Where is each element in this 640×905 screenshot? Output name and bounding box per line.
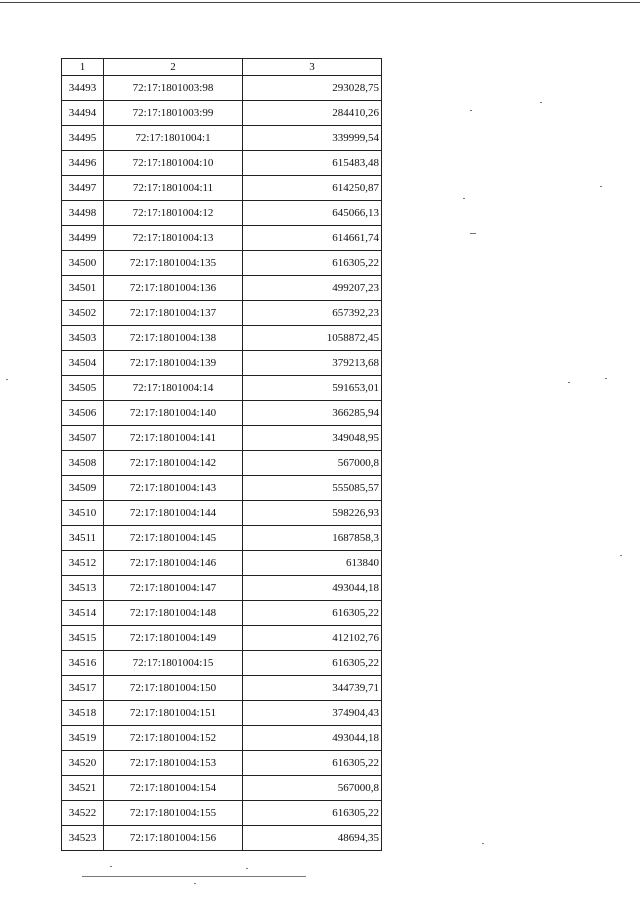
- table-row: [62, 401, 382, 426]
- table-row: [62, 826, 382, 851]
- table-row: [62, 626, 382, 651]
- cadastral-number-cell: 72:17:1801004:148: [104, 601, 243, 626]
- row-number-cell: 34495: [62, 126, 104, 151]
- row-number-cell: 34502: [62, 301, 104, 326]
- table-row: [62, 151, 382, 176]
- cadastral-number-cell: 72:17:1801004:144: [104, 501, 243, 526]
- cadastral-number-cell: 72:17:1801004:141: [104, 426, 243, 451]
- cadastral-number-cell: 72:17:1801004:139: [104, 351, 243, 376]
- column-header-value: 3: [243, 59, 382, 76]
- cadastral-value-cell: 591653,01: [243, 376, 382, 401]
- row-number-cell: 34493: [62, 76, 104, 101]
- row-number-cell: 34513: [62, 576, 104, 601]
- row-number-cell: 34521: [62, 776, 104, 801]
- table-row: [62, 801, 382, 826]
- table-row: [62, 551, 382, 576]
- row-number-cell: 34499: [62, 226, 104, 251]
- table-row: [62, 476, 382, 501]
- top-scan-edge: [0, 2, 640, 3]
- cadastral-value-cell: 1058872,45: [243, 326, 382, 351]
- table-row: [62, 526, 382, 551]
- cadastral-number-cell: 72:17:1801004:135: [104, 251, 243, 276]
- cadastral-number-cell: 72:17:1801004:11: [104, 176, 243, 201]
- row-number-cell: 34500: [62, 251, 104, 276]
- cadastral-value-table: [61, 58, 382, 851]
- scan-speck: [620, 555, 622, 556]
- cadastral-value-cell: 598226,93: [243, 501, 382, 526]
- row-number-cell: 34505: [62, 376, 104, 401]
- cadastral-number-cell: 72:17:1801004:143: [104, 476, 243, 501]
- cadastral-value-cell: 567000,8: [243, 451, 382, 476]
- cadastral-value-cell: 349048,95: [243, 426, 382, 451]
- row-number-cell: 34515: [62, 626, 104, 651]
- scan-speck: [600, 186, 602, 187]
- table-row: [62, 601, 382, 626]
- row-number-cell: 34507: [62, 426, 104, 451]
- cadastral-number-cell: 72:17:1801004:155: [104, 801, 243, 826]
- scan-speck: [568, 382, 570, 383]
- table-row: [62, 726, 382, 751]
- scan-speck: [605, 378, 607, 379]
- cadastral-value-cell: 374904,43: [243, 701, 382, 726]
- cadastral-number-cell: 72:17:1801004:10: [104, 151, 243, 176]
- table-row: [62, 101, 382, 126]
- row-number-cell: 34511: [62, 526, 104, 551]
- cadastral-value-cell: 293028,75: [243, 76, 382, 101]
- table-row: [62, 126, 382, 151]
- cadastral-value-cell: 616305,22: [243, 251, 382, 276]
- row-number-cell: 34514: [62, 601, 104, 626]
- row-number-cell: 34496: [62, 151, 104, 176]
- cadastral-value-cell: 613840: [243, 551, 382, 576]
- cadastral-value-cell: 379213,68: [243, 351, 382, 376]
- cadastral-number-cell: 72:17:1801004:136: [104, 276, 243, 301]
- row-number-cell: 34517: [62, 676, 104, 701]
- table-row: [62, 776, 382, 801]
- scan-speck: [470, 110, 472, 111]
- cadastral-number-cell: 72:17:1801004:15: [104, 651, 243, 676]
- table-row: [62, 201, 382, 226]
- cadastral-number-cell: 72:17:1801004:140: [104, 401, 243, 426]
- cadastral-number-cell: 72:17:1801004:14: [104, 376, 243, 401]
- cadastral-value-cell: 615483,48: [243, 151, 382, 176]
- table-row: [62, 301, 382, 326]
- cadastral-value-cell: 657392,23: [243, 301, 382, 326]
- scan-speck: [463, 198, 465, 199]
- row-number-cell: 34519: [62, 726, 104, 751]
- cadastral-number-cell: 72:17:1801004:13: [104, 226, 243, 251]
- scan-speck: [470, 233, 476, 234]
- cadastral-value-cell: 614661,74: [243, 226, 382, 251]
- cadastral-value-cell: 499207,23: [243, 276, 382, 301]
- cadastral-number-cell: 72:17:1801003:99: [104, 101, 243, 126]
- table-row: [62, 751, 382, 776]
- cadastral-value-cell: 616305,22: [243, 651, 382, 676]
- table-row: [62, 576, 382, 601]
- cadastral-number-cell: 72:17:1801004:142: [104, 451, 243, 476]
- cadastral-value-cell: 614250,87: [243, 176, 382, 201]
- scan-speck: [540, 102, 542, 103]
- table-row: [62, 501, 382, 526]
- cadastral-number-cell: 72:17:1801004:149: [104, 626, 243, 651]
- bottom-rule: [82, 876, 306, 877]
- cadastral-number-cell: 72:17:1801004:154: [104, 776, 243, 801]
- cadastral-number-cell: 72:17:1801004:152: [104, 726, 243, 751]
- cadastral-number-cell: 72:17:1801004:146: [104, 551, 243, 576]
- cadastral-value-cell: 339999,54: [243, 126, 382, 151]
- cadastral-number-cell: 72:17:1801004:137: [104, 301, 243, 326]
- row-number-cell: 34503: [62, 326, 104, 351]
- column-header-number: 1: [62, 59, 104, 76]
- table-row: [62, 376, 382, 401]
- cadastral-value-cell: 616305,22: [243, 801, 382, 826]
- cadastral-number-cell: 72:17:1801004:151: [104, 701, 243, 726]
- table-header: [62, 59, 382, 76]
- cadastral-value-cell: 555085,57: [243, 476, 382, 501]
- row-number-cell: 34509: [62, 476, 104, 501]
- cadastral-value-cell: 412102,76: [243, 626, 382, 651]
- row-number-cell: 34510: [62, 501, 104, 526]
- cadastral-number-cell: 72:17:1801003:98: [104, 76, 243, 101]
- row-number-cell: 34516: [62, 651, 104, 676]
- table-row: [62, 326, 382, 351]
- table-row: [62, 226, 382, 251]
- cadastral-number-cell: 72:17:1801004:150: [104, 676, 243, 701]
- row-number-cell: 34494: [62, 101, 104, 126]
- row-number-cell: 34518: [62, 701, 104, 726]
- table-row: [62, 351, 382, 376]
- scan-speck: [246, 868, 248, 869]
- table-row: [62, 451, 382, 476]
- scan-speck: [110, 866, 112, 867]
- table-row: [62, 651, 382, 676]
- scan-speck: [482, 843, 484, 844]
- cadastral-number-cell: 72:17:1801004:138: [104, 326, 243, 351]
- scan-speck: [194, 883, 196, 884]
- cadastral-value-cell: 366285,94: [243, 401, 382, 426]
- row-number-cell: 34498: [62, 201, 104, 226]
- column-header-cadastral-id: 2: [104, 59, 243, 76]
- table-row: [62, 701, 382, 726]
- table-row: [62, 176, 382, 201]
- cadastral-value-cell: 284410,26: [243, 101, 382, 126]
- cadastral-value-cell: 1687858,3: [243, 526, 382, 551]
- cadastral-value-cell: 344739,71: [243, 676, 382, 701]
- row-number-cell: 34512: [62, 551, 104, 576]
- cadastral-value-cell: 645066,13: [243, 201, 382, 226]
- cadastral-number-cell: 72:17:1801004:156: [104, 826, 243, 851]
- cadastral-value-cell: 616305,22: [243, 751, 382, 776]
- row-number-cell: 34504: [62, 351, 104, 376]
- cadastral-number-cell: 72:17:1801004:153: [104, 751, 243, 776]
- cadastral-value-cell: 616305,22: [243, 601, 382, 626]
- cadastral-value-cell: 48694,35: [243, 826, 382, 851]
- row-number-cell: 34523: [62, 826, 104, 851]
- table-row: [62, 676, 382, 701]
- row-number-cell: 34520: [62, 751, 104, 776]
- row-number-cell: 34501: [62, 276, 104, 301]
- cadastral-number-cell: 72:17:1801004:12: [104, 201, 243, 226]
- cadastral-value-cell: 493044,18: [243, 576, 382, 601]
- header-row: [62, 59, 382, 76]
- cadastral-value-cell: 567000,8: [243, 776, 382, 801]
- cadastral-number-cell: 72:17:1801004:147: [104, 576, 243, 601]
- row-number-cell: 34506: [62, 401, 104, 426]
- table-row: [62, 76, 382, 101]
- cadastral-value-cell: 493044,18: [243, 726, 382, 751]
- row-number-cell: 34522: [62, 801, 104, 826]
- table-row: [62, 426, 382, 451]
- table-row: [62, 276, 382, 301]
- table-body: [62, 76, 382, 851]
- scan-speck: [6, 379, 8, 380]
- row-number-cell: 34508: [62, 451, 104, 476]
- table-row: [62, 251, 382, 276]
- cadastral-number-cell: 72:17:1801004:1: [104, 126, 243, 151]
- row-number-cell: 34497: [62, 176, 104, 201]
- cadastral-number-cell: 72:17:1801004:145: [104, 526, 243, 551]
